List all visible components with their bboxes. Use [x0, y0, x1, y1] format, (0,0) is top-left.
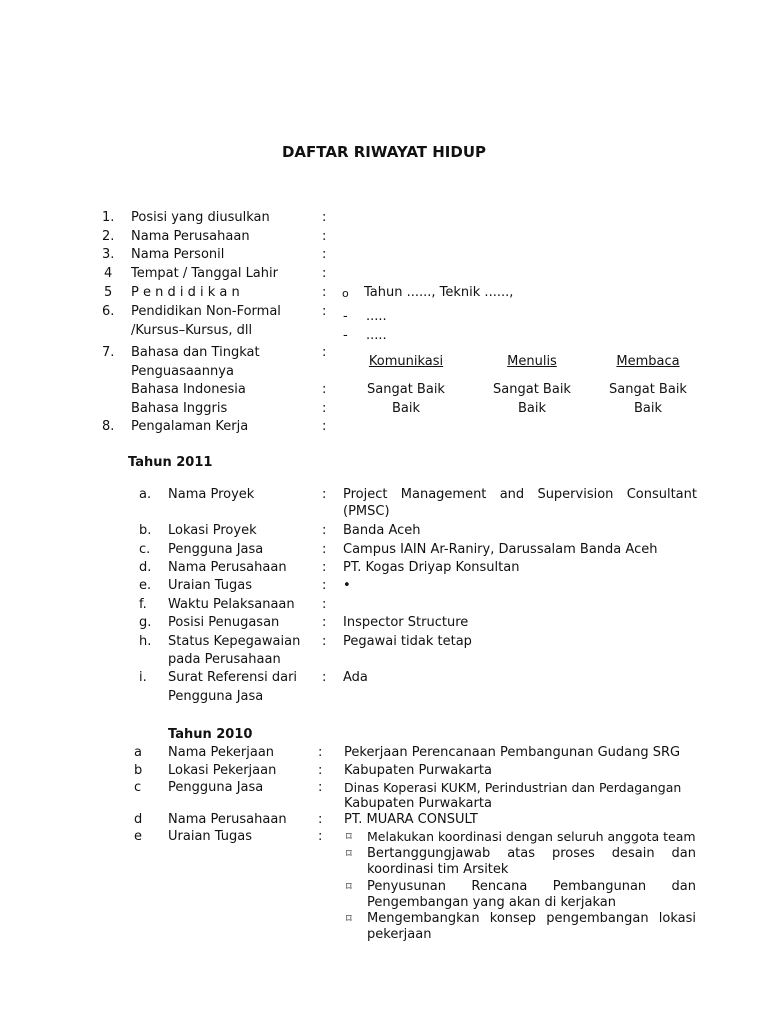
item-label: Nama Perusahaan — [168, 812, 287, 827]
task-line: Penyusunan Rencana Pembangunan dan — [367, 879, 696, 894]
lang-value: Sangat Baik — [493, 382, 571, 397]
item-letter: i. — [139, 670, 147, 685]
item-number: 7. — [102, 345, 115, 360]
lang-label: Bahasa Indonesia — [131, 382, 246, 397]
item-label-cont: Penguasaannya — [131, 364, 234, 379]
item-label: Nama Pekerjaan — [168, 745, 275, 760]
nonformal-value: ..... — [366, 328, 387, 343]
item-number: 6. — [102, 304, 115, 319]
colon: : — [322, 578, 327, 593]
square-bullet-icon: ⌑ — [346, 912, 352, 925]
item-letter: a — [134, 745, 142, 760]
bullet-icon: • — [343, 578, 351, 593]
item-letter: b. — [139, 523, 152, 538]
task-line-cont: pekerjaan — [367, 927, 432, 942]
item-number: 2. — [102, 229, 115, 244]
lang-header-menulis: Menulis — [507, 354, 557, 369]
item-value: Kabupaten Purwakarta — [344, 763, 492, 778]
item-number: 5 — [104, 285, 113, 300]
item-letter: c. — [139, 542, 151, 557]
colon: : — [322, 304, 327, 319]
dash-bullet-icon: - — [343, 328, 348, 343]
item-letter: d — [134, 812, 143, 827]
item-label: Pengguna Jasa — [168, 542, 264, 557]
education-value: Tahun ......, Teknik ......, — [364, 285, 514, 300]
item-value: PT. MUARA CONSULT — [344, 812, 478, 827]
item-number: 4 — [104, 266, 113, 281]
colon: : — [322, 247, 327, 262]
colon: : — [322, 229, 327, 244]
item-label: Bahasa dan Tingkat — [131, 345, 260, 360]
item-label: Nama Perusahaan — [131, 229, 250, 244]
item-label-cont: pada Perusahaan — [168, 652, 281, 667]
task-line-cont: koordinasi tim Arsitek — [367, 862, 509, 877]
item-label: Tempat / Tanggal Lahir — [131, 266, 278, 281]
item-label: Pengguna Jasa — [168, 780, 264, 795]
square-bullet-icon: ⌑ — [346, 847, 352, 860]
item-label: Posisi Penugasan — [168, 615, 280, 630]
item-label: Pendidikan Non-Formal — [131, 304, 281, 319]
item-value: Pegawai tidak tetap — [343, 634, 472, 649]
task-line: Melakukan koordinasi dengan seluruh anggota team — [367, 829, 696, 844]
item-letter: h. — [139, 634, 152, 649]
item-value: Campus IAIN Ar-Raniry, Darussalam Banda Aceh — [343, 542, 658, 557]
item-label: Nama Perusahaan — [168, 560, 287, 575]
lang-value: Baik — [517, 401, 547, 416]
dash-bullet-icon: - — [343, 309, 348, 324]
colon: : — [322, 285, 327, 300]
item-label: Nama Personil — [131, 247, 225, 262]
item-letter: c — [134, 780, 142, 795]
colon: : — [318, 812, 323, 827]
lang-header-komunikasi: Komunikasi — [368, 354, 444, 369]
colon: : — [322, 670, 327, 685]
colon: : — [322, 560, 327, 575]
item-letter: g. — [139, 615, 152, 630]
item-label: Pengalaman Kerja — [131, 419, 249, 434]
item-value-cont: (PMSC) — [343, 504, 390, 519]
colon: : — [318, 763, 323, 778]
item-value: Pekerjaan Perencanaan Pembangunan Gudang SRG — [344, 745, 681, 760]
item-label: P e n d i d i k a n — [131, 285, 240, 300]
item-value: Inspector Structure — [343, 615, 469, 630]
colon: : — [322, 542, 327, 557]
item-letter: e. — [139, 578, 152, 593]
item-label: Lokasi Proyek — [168, 523, 257, 538]
item-label: Uraian Tugas — [168, 578, 252, 593]
task-line: Bertanggungjawab atas proses desain dan — [367, 846, 696, 861]
item-label-cont: Pengguna Jasa — [168, 689, 264, 704]
item-letter: d. — [139, 560, 152, 575]
item-label: Status Kepegawaian — [168, 634, 301, 649]
colon: : — [322, 345, 327, 360]
item-number: 3. — [102, 247, 115, 262]
colon: : — [322, 266, 327, 281]
colon: : — [318, 829, 323, 844]
item-label: Lokasi Pekerjaan — [168, 763, 277, 778]
item-value: Project Management and Supervision Consultant — [343, 487, 697, 502]
item-label: Nama Proyek — [168, 487, 255, 502]
year-heading: Tahun 2010 — [168, 727, 253, 742]
colon: : — [322, 634, 327, 649]
item-value-cont: Kabupaten Purwakarta — [344, 796, 492, 811]
colon: : — [322, 597, 327, 612]
colon: : — [318, 780, 323, 795]
nonformal-value: ..... — [366, 309, 387, 324]
square-bullet-icon: ⌑ — [346, 880, 352, 893]
colon: : — [318, 745, 323, 760]
item-letter: e — [134, 829, 142, 844]
lang-value: Baik — [391, 401, 421, 416]
item-label: Uraian Tugas — [168, 829, 252, 844]
task-line: Mengembangkan konsep pengembangan lokasi — [367, 911, 696, 926]
colon: : — [322, 401, 327, 416]
colon: : — [322, 523, 327, 538]
item-letter: f. — [139, 597, 147, 612]
lang-value: Baik — [633, 401, 663, 416]
item-value: Dinas Koperasi KUKM, Perindustrian dan Perdagangan — [344, 780, 682, 795]
item-number: 1. — [102, 210, 115, 225]
item-label: Surat Referensi dari — [168, 670, 298, 685]
document-title: DAFTAR RIWAYAT HIDUP — [281, 143, 487, 161]
circle-bullet-icon: o — [342, 287, 349, 300]
item-letter: a. — [139, 487, 152, 502]
year-heading: Tahun 2011 — [128, 455, 213, 470]
colon: : — [322, 419, 327, 434]
item-label: Waktu Pelaksanaan — [168, 597, 295, 612]
colon: : — [322, 210, 327, 225]
item-label: Posisi yang diusulkan — [131, 210, 270, 225]
item-letter: b — [134, 763, 143, 778]
square-bullet-icon: ⌑ — [346, 830, 352, 843]
colon: : — [322, 487, 327, 502]
item-label-cont: /Kursus–Kursus, dll — [131, 323, 253, 338]
task-line-cont: Pengembangan yang akan di kerjakan — [367, 895, 616, 910]
colon: : — [322, 382, 327, 397]
item-value: Ada — [343, 670, 368, 685]
colon: : — [322, 615, 327, 630]
item-value: Banda Aceh — [343, 523, 421, 538]
lang-value: Sangat Baik — [609, 382, 687, 397]
lang-value: Sangat Baik — [367, 382, 445, 397]
item-value: PT. Kogas Driyap Konsultan — [343, 560, 520, 575]
item-number: 8. — [102, 419, 115, 434]
lang-header-membaca: Membaca — [616, 354, 680, 369]
lang-label: Bahasa Inggris — [131, 401, 228, 416]
